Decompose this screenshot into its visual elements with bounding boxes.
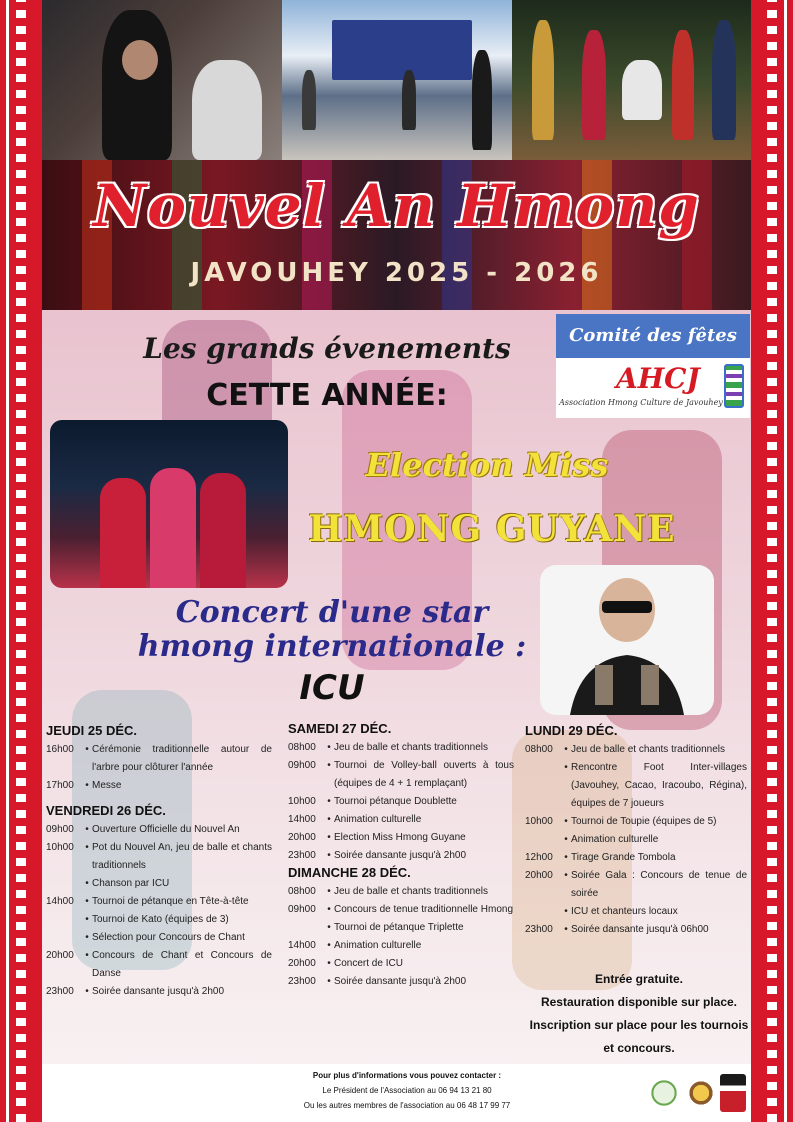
schedule-event: 09h00 • Concours de tenue traditionnelle Hmong bbox=[288, 904, 513, 915]
sponsor-logo-3 bbox=[720, 1074, 746, 1112]
day-title: JEUDI 25 DÉC. bbox=[46, 723, 138, 738]
title-banner bbox=[42, 160, 751, 310]
schedule-event: 17h00 • Messe bbox=[46, 780, 122, 791]
sponsor-logo-2 bbox=[688, 1074, 714, 1112]
committee-title: Comité des fêtes bbox=[556, 314, 750, 358]
committee-panel bbox=[556, 314, 750, 420]
schedule-event: • Tournoi de Kato (équipes de 3) bbox=[85, 914, 229, 925]
footer bbox=[42, 1064, 751, 1122]
association-logo bbox=[556, 358, 750, 418]
schedule-event: 09h00 • Ouverture Officielle du Nouvel An bbox=[46, 824, 240, 835]
schedule-event: • Animation culturelle bbox=[564, 834, 659, 845]
event-subtitle: JAVOUHEY 2025 - 2026 bbox=[190, 258, 603, 288]
schedule-event: 12h00 • Tirage Grande Tombola bbox=[525, 852, 676, 863]
concert-line-1: Concert d'une star bbox=[175, 595, 489, 630]
header-photo-strip bbox=[42, 0, 751, 160]
schedule-column-2 bbox=[288, 721, 514, 991]
schedule-event: 08h00 • Jeu de balle et chants traditionnels bbox=[288, 886, 488, 897]
schedule-event: 10h00 • Tournoi de Toupie (équipes de 5) bbox=[525, 816, 717, 827]
day-title: SAMEDI 27 DÉC. bbox=[288, 721, 392, 736]
logo-mark-icon bbox=[724, 364, 744, 408]
contact-info bbox=[237, 1068, 577, 1113]
schedule-event: • Sélection pour Concours de Chant bbox=[85, 932, 245, 943]
concert-artist: ICU bbox=[299, 668, 365, 708]
miss-election-subtitle: HMONG GUYANE bbox=[308, 508, 676, 550]
schedule-event: 20h00 • Election Miss Hmong Guyane bbox=[288, 832, 466, 843]
left-decorative-border bbox=[0, 0, 42, 1122]
schedule-event: 20h00 • Soirée Gala : Concours de tenue de soirée bbox=[525, 870, 747, 899]
poster bbox=[42, 0, 751, 1122]
day-title: DIMANCHE 28 DÉC. bbox=[288, 865, 411, 880]
photo-artist bbox=[540, 565, 714, 715]
photo-elder-woman bbox=[42, 0, 282, 160]
schedule-event: 14h00 • Animation culturelle bbox=[288, 814, 422, 825]
info-registration: Inscription sur place pour les tournois et concours. bbox=[529, 1018, 749, 1055]
schedule-event: • Chanson par ICU bbox=[85, 878, 170, 889]
events-subheading: CETTE ANNÉE: bbox=[206, 378, 448, 413]
schedule-event: 10h00 • Pot du Nouvel An, jeu de balle et chants traditionnels bbox=[46, 842, 272, 871]
schedule-event: 23h00 • Soirée dansante jusqu'à 2h00 bbox=[288, 850, 467, 861]
day-title: VENDREDI 26 DÉC. bbox=[46, 803, 166, 818]
schedule-event: 14h00 • Tournoi de pétanque en Tête-à-tête bbox=[46, 896, 249, 907]
schedule-event: 09h00 • Tournoi de Volley-ball ouverts à tous (équipes de 4 + 1 remplaçant) bbox=[288, 760, 514, 789]
event-title: Nouvel An Hmong bbox=[93, 172, 700, 240]
schedule-column-3 bbox=[525, 723, 747, 939]
schedule-event: • Rencontre Foot Inter-villages (Javouhey, Cacao, Iracoubo, Régina), équipes de 7 joueurs bbox=[564, 762, 747, 809]
day-title: LUNDI 29 DÉC. bbox=[525, 723, 618, 738]
contact-members: Ou les autres membres de l'association au 06 48 17 99 77 bbox=[303, 1101, 511, 1110]
practical-info bbox=[528, 968, 750, 1060]
logo-text: AHCJ bbox=[616, 362, 700, 395]
info-free-entry: Entrée gratuite. bbox=[594, 972, 684, 986]
schedule-event: 08h00 • Jeu de balle et chants traditionnels bbox=[525, 744, 725, 755]
logo-tagline: Association Hmong Culture de Javouhey bbox=[559, 398, 723, 407]
photo-miss-contestants bbox=[50, 420, 288, 588]
schedule-event: • ICU et chanteurs locaux bbox=[564, 906, 678, 917]
artist-silhouette bbox=[540, 565, 714, 715]
sponsor-logo-1 bbox=[646, 1074, 682, 1112]
concert-title bbox=[132, 596, 532, 664]
schedule-event: 20h00 • Concert de ICU bbox=[288, 958, 403, 969]
schedule-event: 08h00 • Jeu de balle et chants traditionnels bbox=[288, 742, 488, 753]
schedule-event: 23h00 • Soirée dansante jusqu'à 2h00 bbox=[288, 976, 467, 987]
photo-festival-crowd bbox=[282, 0, 512, 160]
schedule-event: • Tournoi de pétanque Triplette bbox=[327, 922, 464, 933]
events-heading: Les grands évenements bbox=[143, 332, 511, 365]
info-food: Restauration disponible sur place. bbox=[540, 995, 738, 1009]
schedule-event: 20h00 • Concours de Chant et Concours de Danse bbox=[46, 950, 272, 979]
concert-line-2: hmong internationale : bbox=[137, 629, 527, 664]
schedule-column-1 bbox=[46, 723, 272, 1001]
contact-president: Le Président de l'Association au 06 94 13 21 80 bbox=[322, 1086, 492, 1095]
schedule-event: 23h00 • Soirée dansante jusqu'à 2h00 bbox=[46, 986, 225, 997]
photo-group-celebration bbox=[512, 0, 751, 160]
right-decorative-border bbox=[751, 0, 793, 1122]
schedule-event: 14h00 • Animation culturelle bbox=[288, 940, 422, 951]
miss-election-title: Election Miss bbox=[365, 446, 609, 484]
schedule-event: 10h00 • Tournoi pétanque Doublette bbox=[288, 796, 457, 807]
contact-intro: Pour plus d'informations vous pouvez contacter : bbox=[312, 1071, 502, 1080]
schedule-event: 23h00 • Soirée dansante jusqu'à 06h00 bbox=[525, 924, 709, 935]
schedule-event: 16h00 • Cérémonie traditionnelle autour de l'arbre pour clôturer l'année bbox=[46, 744, 272, 773]
